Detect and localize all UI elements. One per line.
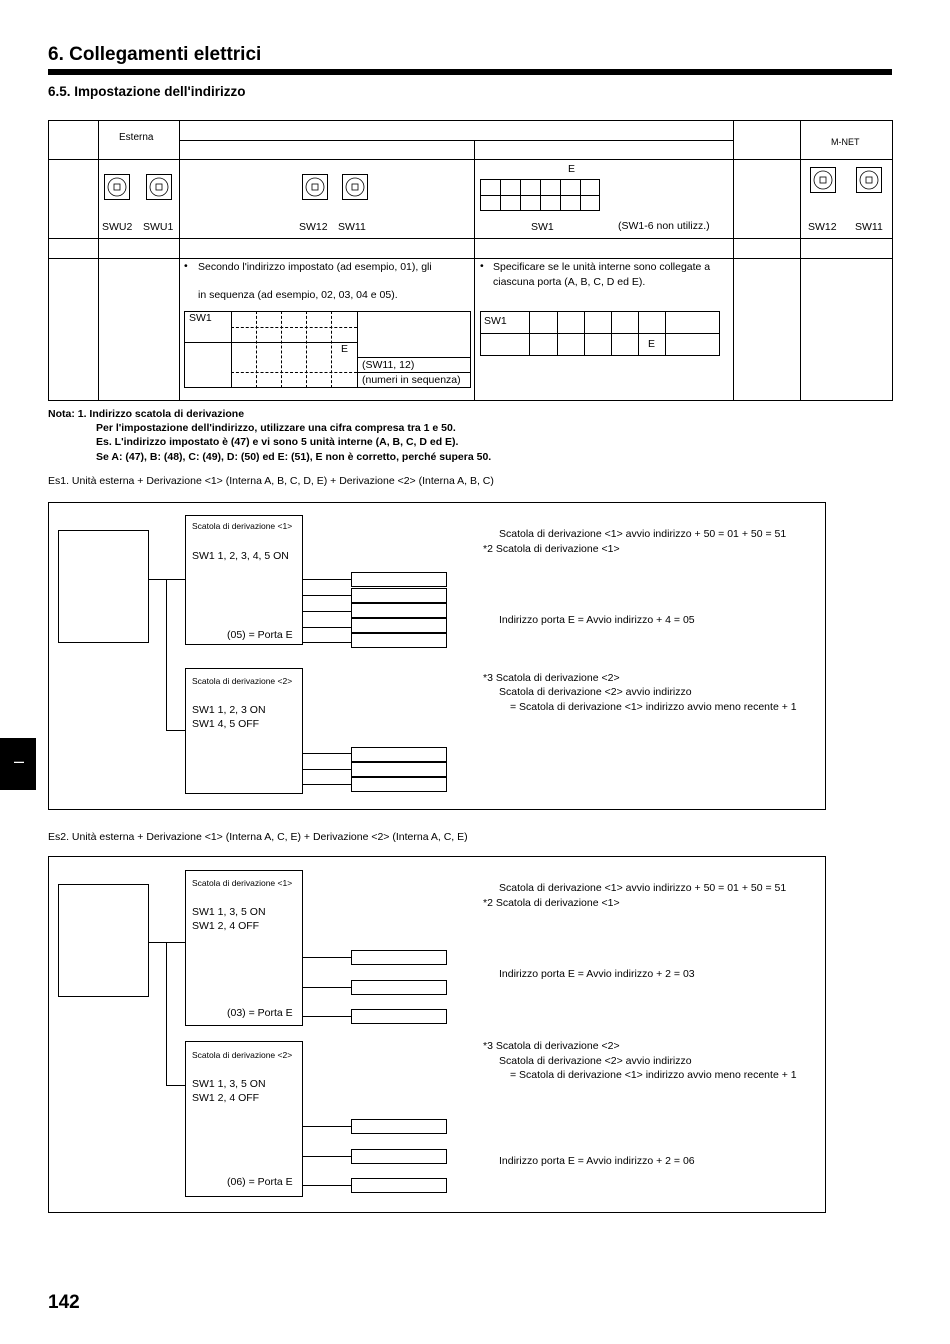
branch-box-2-switch-off: SW1 4, 5 OFF	[192, 718, 260, 730]
example2-caption: Es2. Unità esterna + Derivazione <1> (Interna A, C, E) + Derivazione <2> (Interna A, C, E)	[48, 831, 468, 843]
ex2-note: Indirizzo porta E = Avvio indirizzo + 2 = 06	[499, 1155, 695, 1167]
ex1-note: Scatola di derivazione <1> avvio indirizzo + 50 = 01 + 50 = 51	[499, 528, 787, 540]
ex1-note: *3 Scatola di derivazione <2>	[483, 672, 620, 684]
indoor-unit	[351, 1119, 447, 1134]
indoor-unit	[351, 572, 447, 587]
branch-box-1-title: Scatola di derivazione <1>	[192, 521, 293, 531]
indoor-unit	[351, 777, 447, 792]
branch-box-2-switch-off: SW1 2, 4 OFF	[192, 1092, 260, 1104]
col-outdoor-label: Esterna	[119, 132, 154, 143]
branch-box-1	[185, 515, 303, 645]
note-right-line2: ciascuna porta (A, B, C, D ed E).	[493, 276, 646, 288]
rotary-switch-icon	[146, 174, 172, 200]
bullet: •	[184, 260, 188, 272]
rotary-switch-icon	[856, 167, 882, 193]
branch-box-2-switch-on: SW1 1, 3, 5 ON	[192, 1078, 266, 1090]
indoor-unit	[351, 603, 447, 618]
grid-sw11-label: (SW11, 12)	[362, 359, 415, 371]
nota-line: Es. L'indirizzo impostato è (47) e vi sono 5 unità interne (A, B, C, D ed E).	[96, 436, 459, 448]
dip-e-label: E	[568, 163, 576, 175]
rotary-switch-icon	[810, 167, 836, 193]
switch-label-sw1: SW1	[531, 221, 554, 233]
ex2-note: = Scatola di derivazione <1> indirizzo avvio meno recente + 1	[510, 1069, 797, 1081]
grid-e-label: E	[341, 343, 349, 355]
ex1-note: = Scatola di derivazione <1> indirizzo avvio meno recente + 1	[510, 701, 797, 713]
side-tab-label: –	[14, 751, 25, 771]
switch-label-swu2: SWU2	[102, 221, 133, 233]
branch-box-1-port: (03) = Porta E	[227, 1007, 293, 1019]
branch-box-2-port: (06) = Porta E	[227, 1176, 293, 1188]
ex1-note: Scatola di derivazione <2> avvio indirizzo	[499, 686, 692, 698]
ex2-note: Indirizzo porta E = Avvio indirizzo + 2 = 03	[499, 968, 695, 980]
ex2-note: *2 Scatola di derivazione <1>	[483, 897, 620, 909]
port-grid-sw1: SW1	[484, 315, 507, 327]
ex2-note: Scatola di derivazione <1> avvio indirizzo + 50 = 01 + 50 = 51	[499, 882, 787, 894]
branch-box-1-switch: SW1 1, 2, 3, 4, 5 ON	[192, 550, 289, 562]
outdoor-unit	[58, 884, 149, 997]
switch-label-swu1: SWU1	[143, 221, 174, 233]
ex1-note: *2 Scatola di derivazione <1>	[483, 543, 620, 555]
ex2-note: Scatola di derivazione <2> avvio indirizzo	[499, 1055, 692, 1067]
indoor-unit	[351, 1149, 447, 1164]
page-title: 6. Collegamenti elettrici	[48, 44, 262, 65]
branch-box-2	[185, 668, 303, 794]
indoor-unit	[351, 762, 447, 777]
outdoor-unit	[58, 530, 149, 643]
switch-label-mnet-sw11: SW11	[855, 221, 883, 233]
branch-box-2-title: Scatola di derivazione <2>	[192, 676, 293, 686]
sw1-note: (SW1-6 non utilizz.)	[618, 220, 710, 232]
branch-box-1-title: Scatola di derivazione <1>	[192, 878, 293, 888]
indoor-unit	[351, 1009, 447, 1024]
indoor-unit	[351, 588, 447, 603]
note-left-line1: Secondo l'indirizzo impostato (ad esempio, 01), gli	[198, 261, 432, 273]
switch-label-sw12: SW12	[299, 221, 328, 233]
grid-seq-label: (numeri in sequenza)	[362, 374, 461, 386]
section-title: 6.5. Impostazione dell'indirizzo	[48, 84, 246, 99]
rotary-switch-icon	[104, 174, 130, 200]
indoor-unit	[351, 633, 447, 648]
note-right-line1: Specificare se le unità interne sono collegate a	[493, 261, 711, 273]
bullet: •	[480, 260, 484, 272]
switch-label-sw11: SW11	[338, 221, 366, 233]
branch-box-1-port: (05) = Porta E	[227, 629, 293, 641]
branch-box-1	[185, 870, 303, 1026]
indoor-unit	[351, 618, 447, 633]
ex1-note: Indirizzo porta E = Avvio indirizzo + 4 = 05	[499, 614, 695, 626]
branch-box-1-switch-off: SW1 2, 4 OFF	[192, 920, 260, 932]
nota-line: Per l'impostazione dell'indirizzo, utilizzare una cifra compresa tra 1 e 50.	[96, 422, 456, 434]
nota-heading: Nota: 1. Indirizzo scatola di derivazione	[48, 408, 245, 420]
title-rule	[48, 69, 892, 75]
indoor-unit	[351, 950, 447, 965]
nota-line: Se A: (47), B: (48), C: (49), D: (50) ed E: (51), E non è corretto, perché supera 50.	[96, 451, 492, 463]
branch-box-1-switch-on: SW1 1, 3, 5 ON	[192, 906, 266, 918]
switch-label-mnet-sw12: SW12	[808, 221, 837, 233]
port-grid-e: E	[648, 338, 656, 350]
col-mnet-label: M-NET	[831, 137, 860, 147]
note-left-line2: in sequenza (ad esempio, 02, 03, 04 e 05).	[198, 289, 398, 301]
ex2-note: *3 Scatola di derivazione <2>	[483, 1040, 620, 1052]
indoor-unit	[351, 980, 447, 995]
example1-caption: Es1. Unità esterna + Derivazione <1> (Interna A, B, C, D, E) + Derivazione <2> (Interna A, B, C)	[48, 475, 494, 487]
branch-box-2-title: Scatola di derivazione <2>	[192, 1050, 293, 1060]
indoor-unit	[351, 747, 447, 762]
branch-box-2	[185, 1041, 303, 1197]
branch-box-2-switch-on: SW1 1, 2, 3 ON	[192, 704, 266, 716]
rotary-switch-icon	[302, 174, 328, 200]
grid-sw1-label: SW1	[189, 312, 212, 324]
rotary-switch-icon	[342, 174, 368, 200]
page-number: 142	[48, 1292, 80, 1313]
indoor-unit	[351, 1178, 447, 1193]
